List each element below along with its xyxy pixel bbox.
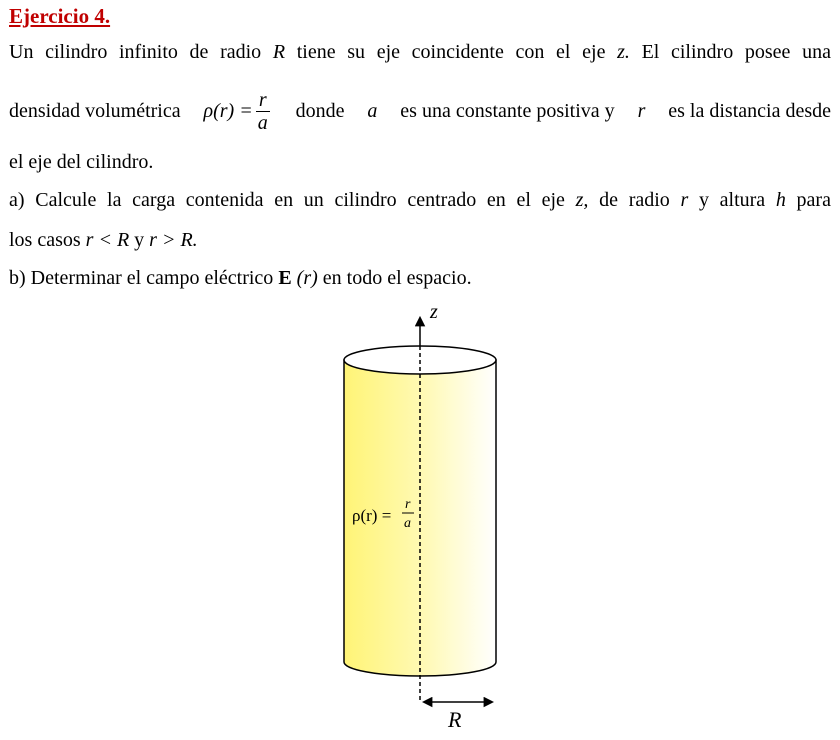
- text-determinar: b) Determinar el campo eléctrico: [9, 267, 274, 289]
- line1-word: eje: [582, 41, 606, 63]
- line4-word: a): [9, 189, 25, 211]
- line1-word: Un: [9, 41, 34, 63]
- line1-word: su: [347, 41, 366, 63]
- field-argument: (r): [296, 267, 318, 289]
- line4-word: el: [516, 189, 531, 211]
- line4-word: h: [775, 189, 786, 211]
- line4-word: en: [486, 189, 506, 211]
- line4-word: un: [303, 189, 324, 211]
- line1-word: tiene: [296, 41, 336, 63]
- line4-word: r: [680, 189, 689, 211]
- z-axis-label: z: [430, 301, 438, 323]
- line4-word: y: [698, 189, 709, 211]
- line4-word: para: [796, 189, 831, 211]
- text-constante: es una constante positiva y: [400, 100, 615, 122]
- line1-word: una: [802, 41, 831, 63]
- line1-word: infinito: [118, 41, 178, 63]
- line4-word: en: [274, 189, 294, 211]
- text-donde: donde: [295, 100, 345, 122]
- line1-word: coincidente: [411, 41, 504, 63]
- line4-word: Calcule: [35, 189, 97, 211]
- condition-inside: r < R: [85, 229, 130, 251]
- line4-word: eje: [541, 189, 565, 211]
- formula-denominator: a: [257, 111, 268, 134]
- line1-word: posee: [744, 41, 791, 63]
- radius-label: R: [448, 707, 462, 732]
- text-espacio: en todo el espacio.: [322, 267, 472, 289]
- line4-word: contenida: [185, 189, 264, 211]
- statement-line-3: el eje del cilindro.: [9, 151, 154, 173]
- exercise-title: Ejercicio 4.: [9, 4, 111, 28]
- condition-outside: r > R.: [149, 229, 198, 251]
- line1-word: z.: [617, 41, 630, 63]
- figure-density-lhs: ρ(r) =: [352, 506, 392, 525]
- line4-word: cilindro: [334, 189, 397, 211]
- line1-word: radio: [220, 41, 262, 63]
- line1-word: con: [515, 41, 545, 63]
- line1-word: El: [641, 41, 660, 63]
- line4-word: la: [107, 189, 122, 211]
- line4-word: radio: [628, 189, 670, 211]
- line4-word: centrado: [407, 189, 477, 211]
- formula-numerator: r: [256, 89, 270, 112]
- line1-word: cilindro: [45, 41, 108, 63]
- var-r: r: [637, 100, 646, 122]
- line1-word: R: [272, 41, 286, 63]
- line4-word: altura: [719, 189, 766, 211]
- line1-word: el: [556, 41, 571, 63]
- text-densidad: densidad volumétrica: [9, 100, 181, 122]
- line1-word: eje: [376, 41, 400, 63]
- line4-word: de: [599, 189, 618, 211]
- line1-word: cilindro: [671, 41, 734, 63]
- figure-density-den: a: [404, 516, 411, 531]
- figure-density-num: r: [405, 497, 411, 512]
- text-joiner: y: [134, 229, 145, 251]
- line4-word: z,: [575, 189, 589, 211]
- formula-lhs: ρ(r) =: [203, 100, 253, 122]
- text-distancia: es la distancia desde: [668, 100, 831, 122]
- field-symbol-E: E: [278, 267, 292, 289]
- text-los-casos: los casos: [9, 229, 81, 251]
- line4-word: carga: [132, 189, 176, 211]
- var-a: a: [367, 100, 378, 122]
- line1-word: de: [189, 41, 209, 63]
